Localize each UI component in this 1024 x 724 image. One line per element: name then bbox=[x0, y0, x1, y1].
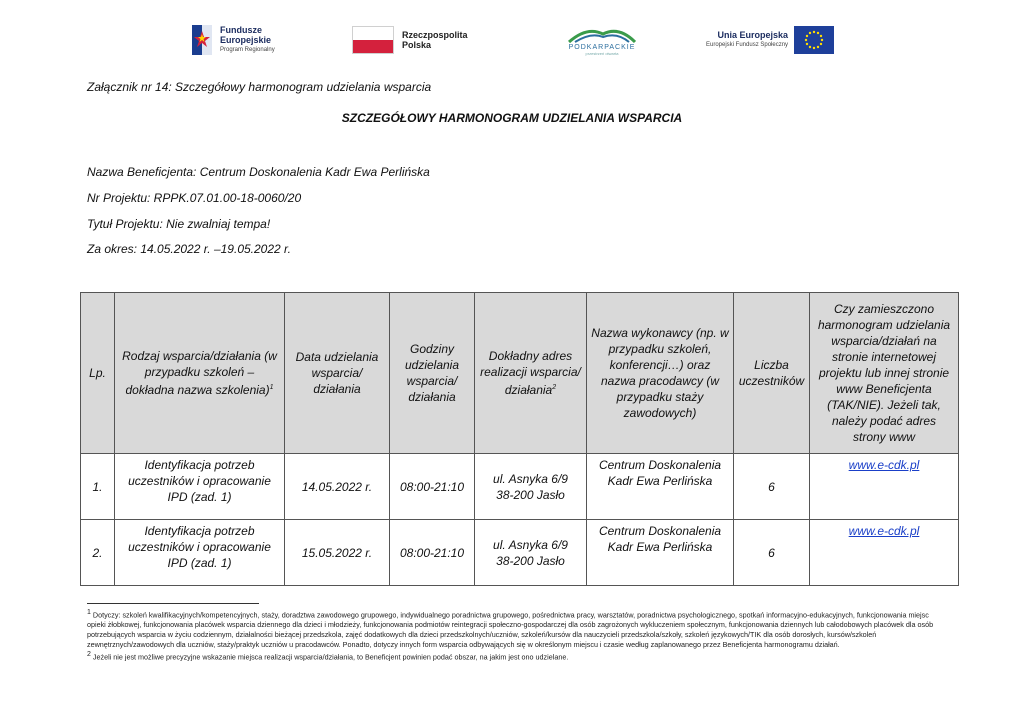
cell-contractor: Centrum Doskonalenia Kadr Ewa Perlińska bbox=[587, 520, 734, 586]
cell-date: 14.05.2022 r. bbox=[285, 454, 390, 520]
fe-star-icon bbox=[190, 23, 214, 57]
project-number: Nr Projektu: RPPK.07.01.00-18-0060/20 bbox=[87, 191, 302, 205]
project-title: Tytuł Projektu: Nie zwalniaj tempa! bbox=[87, 217, 271, 231]
website-link[interactable]: www.e-cdk.pl bbox=[848, 458, 920, 472]
footnote-1: $^1$ Dotyczy: szkoleń kwalifikacyjnych/kompetencyjnych, staży, doradztwa zawodowego grupowego, indywidualnego poradnictwa grupowego, pośrednictwa pracy, warsztatów, poradnictwa psychologicznego, spotkań informacyjno-edukacyjnych, funkcjonowania miejsc opieki żłobkowej, funkcjonowania placówek wsparcia dziennego dla dzieci i młodzieży, funkcjonowania podmiotów reintegracji społeczno-gospodarczej dla osób zagrożonych wykluczeniem społecznym, funkcjonowania dziennych lub całodobowych placówek dla osób potrzebujących wsparcia w życiu codziennym, działalności bieżącej przedszkola, zajęć dodatkowych dla dzieci przedszkolnych/uczniów, szkoleń/kursów dla nauczycieli przedszkola/szkoły, szkoleń językowych/TIK dla osób dorosłych, kursów/szkoleń zewnętrznych/zawodowych dla uczniów, staży/praktyk uczniów u pracodawców. Ponadto, dotyczy innych form wsparcia odbywających się w określonym miejscu i czasie według zaplanowanego przez Beneficjenta harmonogramu działań. bbox=[87, 609, 934, 650]
cell-website bbox=[810, 454, 959, 520]
cell-lp: 1. bbox=[81, 454, 115, 520]
cell-address: ul. Asnyka 6/9 38-200 Jasło bbox=[475, 520, 587, 586]
podkarpackie-logo bbox=[562, 18, 642, 62]
header-date: Data udzielania wsparcia/ działania bbox=[285, 293, 390, 454]
footnote-separator bbox=[87, 603, 259, 604]
fe-line2: Europejskie bbox=[220, 35, 272, 45]
cell-participants: 6 bbox=[734, 520, 810, 586]
table-row bbox=[81, 520, 959, 586]
fe-sub: Program Regionalny bbox=[220, 47, 275, 53]
footnote-ref-2: 2 bbox=[552, 384, 557, 391]
pk-sub: przestrzeń otwarta bbox=[585, 51, 619, 56]
header-contractor: Nazwa wykonawcy (np. w przypadku szkoleń, konferencji…) oraz nazwa pracodawcy (w przypadku staży zawodowych) bbox=[587, 293, 734, 454]
cell-website bbox=[810, 520, 959, 586]
table-header-row bbox=[81, 293, 959, 454]
cell-hours: 08:00-21:10 bbox=[390, 520, 475, 586]
cell-support-type: Identyfikacja potrzeb uczestników i opracowanie IPD (zad. 1) bbox=[115, 454, 285, 520]
header-support-type: Rodzaj wsparcia/działania (w przypadku szkoleń – dokładna nazwa szkolenia)$^1$ bbox=[115, 293, 285, 454]
ue-sub: Europejski Fundusz Społeczny bbox=[706, 42, 789, 48]
header-lp: Lp. bbox=[81, 293, 115, 454]
footnotes bbox=[87, 608, 937, 663]
header-hours: Godziny udzielania wsparcia/ działania bbox=[390, 293, 475, 454]
report-period: Za okres: 14.05.2022 r. –19.05.2022 r. bbox=[87, 242, 291, 256]
eu-flag-icon bbox=[794, 26, 834, 54]
cell-participants: 6 bbox=[734, 454, 810, 520]
cell-contractor: Centrum Doskonalenia Kadr Ewa Perlińska bbox=[587, 454, 734, 520]
ue-line1: Unia Europejska bbox=[717, 30, 789, 40]
cell-address: ul. Asnyka 6/9 38-200 Jasło bbox=[475, 454, 587, 520]
fe-line1: Fundusze bbox=[220, 25, 262, 35]
table-row bbox=[81, 454, 959, 520]
unia-europejska-logo bbox=[706, 18, 834, 62]
footnote-ref-1: 1 bbox=[269, 384, 274, 391]
header-participants: Liczba uczestników bbox=[734, 293, 810, 454]
cell-hours: 08:00-21:10 bbox=[390, 454, 475, 520]
website-link[interactable]: www.e-cdk.pl bbox=[848, 524, 920, 538]
beneficiary-name: Nazwa Beneficjenta: Centrum Doskonalenia Kadr Ewa Perlińska bbox=[87, 165, 430, 179]
rzeczpospolita-polska-logo bbox=[352, 18, 468, 62]
cell-date: 15.05.2022 r. bbox=[285, 520, 390, 586]
header-published: Czy zamieszczono harmonogram udzielania wsparcia/działań na stronie internetowej projektu lub innej stronie www Beneficjenta (TAK/NIE). Jeżeli tak, należy podać adres strony www bbox=[810, 293, 959, 454]
cell-lp: 2. bbox=[81, 520, 115, 586]
schedule-table bbox=[80, 292, 959, 586]
logo-bar bbox=[0, 18, 1024, 62]
cell-support-type: Identyfikacja potrzeb uczestników i opracowanie IPD (zad. 1) bbox=[115, 520, 285, 586]
podkarpackie-hills-icon bbox=[567, 24, 637, 44]
poland-flag-icon bbox=[352, 26, 394, 54]
footnote-2: $^2$ Jeżeli nie jest możliwe precyzyjne wskazanie miejsca realizacji wsparcia/działania, to Beneficjent powinien podać obszar, na jakim jest ono udzielane. bbox=[87, 651, 569, 662]
rp-line1: Rzeczpospolita bbox=[402, 30, 468, 40]
document-title: SZCZEGÓŁOWY HARMONOGRAM UDZIELANIA WSPARCIA bbox=[341, 111, 683, 125]
pk-name: PODKARPACKIE bbox=[568, 44, 636, 51]
header-address: Dokładny adres realizacji wsparcia/ działania$^2$ bbox=[475, 293, 587, 454]
annex-label: Załącznik nr 14: Szczegółowy harmonogram udzielania wsparcia bbox=[87, 80, 432, 94]
fundusze-europejskie-logo bbox=[190, 18, 275, 62]
rp-line2: Polska bbox=[402, 40, 432, 50]
